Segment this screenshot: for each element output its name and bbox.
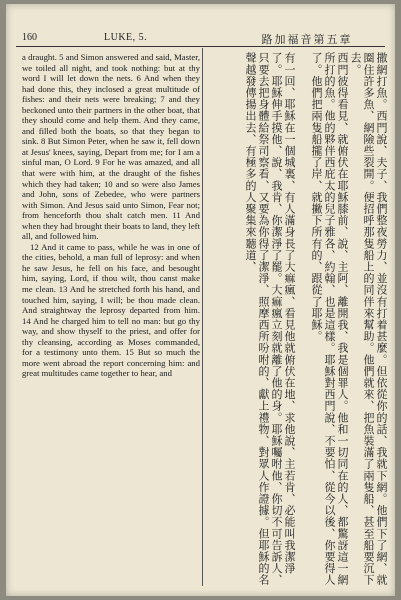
header-rule [16,46,385,47]
english-paragraph: a draught. 5 and Simon answered and said, Master, we toiled all night, and took nothing: but at thy word I will let down the nets. 6 And when they had done this, they inclosed a great multitude of fishes: and their nets were breaking; 7 and they beckoned unto their partners in the other boat, that they should come and help them. And they came, and filled both the boats, so that they began to sink. 8 But Simon Peter, when he saw it, fell down at Jesus' knees, saying, Depart from me; for I am a sinful man, O Lord. 9 For he was amazed, and all that were with him, at the draught of the fishes which they had taken; 10 and so were also James and John, sons of Zebedee, who were partners with Simon. And Jesus said unto Simon, Fear not; from henceforth thou shalt catch men. 11 And when they had brought their boats to land, they left all, and followed him. [22,52,200,242]
chinese-column [208,52,388,586]
chinese-paragraph: 有一回、耶穌在一個城裏、有人滿身長了大痲瘋、看見他就俯伏在地、求他說、主若肯、必能叫我潔淨了。耶穌伸手摸他、說、我肯、你潔淨了罷。大痲瘋立刻就離了他的身。耶穌囑咐他、你切不可告訴人、只要去把身體給祭司察看、又要為你得了潔淨、照摩西所吩咐的、獻上禮物、對眾人作證據。但耶穌的名聲越發傳揚出去、有極多的人聚集來聽道、 [244,52,296,586]
chinese-paragraph: 西門彼得看見、就俯伏在耶穌膝前、說、主阿、離開我、我是個罪人。他和一切同在的人、都驚訝這一網所打的魚。他的夥伴西庇太的兒子雅各、約翰、也是這樣。耶穌對西門說、不要怕、從今以後、你要得人了。他們把兩隻船攏了岸、就撇下所有的、跟從了耶穌。 [310,52,349,586]
chinese-header: 路加福音第五章 [261,34,353,46]
english-paragraph: 12 And it came to pass, while he was in one of the cities, behold, a man full of leprosy: and when he saw Jesus, he fell on his face, and besought him, saying, Lord, if thou wilt, thou canst make me clean. 13 And he stretched forth his hand, and touched him, saying, I will; be thou made clean. And straightway the leprosy departed from him. 14 And he charged him to tell no man: but go thy way, and show thyself to the priest, and offer for thy cleansing, according as Moses commanded, for a testimony unto them. 15 But so much the more went abroad the report concerning him: and great multitudes came together to hear, and [22,241,200,379]
page-number: 160 [22,32,37,43]
page-header [12,30,389,46]
chinese-paragraph: 撒網打魚。西門說、夫子、我們整夜勞力、並沒有打着甚麼。但依從你的話、我就下網。他們下了網、就圈住許多魚、網險些裂開。便招呼那隻船上的同伴來幫助。他們就來、把魚裝滿了兩隻船、甚至船要沉下去。 [349,52,388,586]
book-title: LUKE, 5. [104,32,148,43]
column-divider [202,48,203,586]
english-column [22,52,200,592]
book-page [6,4,395,596]
